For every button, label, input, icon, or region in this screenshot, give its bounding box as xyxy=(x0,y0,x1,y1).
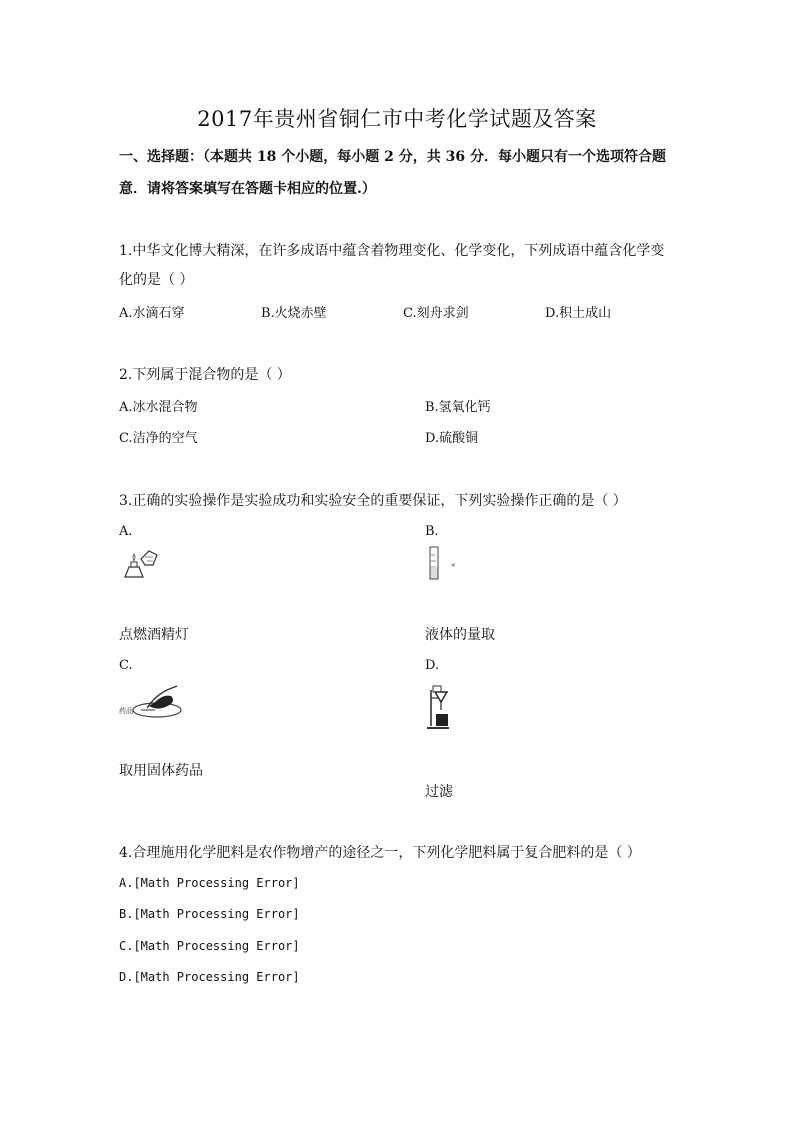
question-1-option-d: D.积土成山 xyxy=(545,306,612,321)
question-3-letter-c: C. xyxy=(119,658,133,673)
section-heading-line1: 一、选择题：（本题共 18 个小题，每小题 2 分，共 36 分．每小题只有一个选项符合题 xyxy=(119,149,666,165)
question-1-stem-line1: 1.中华文化博大精深，在许多成语中蕴含着物理变化、化学变化，下列成语中蕴含化学变 xyxy=(119,243,665,259)
question-2-option-a: A.冰水混合物 xyxy=(119,400,198,415)
question-2-option-d: D.硫酸铜 xyxy=(425,431,479,446)
question-2-stem: 2.下列属于混合物的是（ ） xyxy=(119,367,291,383)
question-3-letter-a: A. xyxy=(119,524,133,539)
figure-measuring-cylinder xyxy=(425,545,469,583)
page-title: 2017年贵州省铜仁市中考化学试题及答案 xyxy=(197,107,597,131)
question-4-option-c: C.[Math Processing Error] xyxy=(119,939,300,953)
question-2-option-c: C.洁净的空气 xyxy=(119,431,198,446)
figure-solid-reagent xyxy=(119,682,185,722)
question-1-option-c: C.刻舟求剑 xyxy=(403,306,469,321)
question-4-option-a: A.[Math Processing Error] xyxy=(119,876,300,890)
figure-c-label: 药品 xyxy=(119,707,133,715)
question-3-caption-d: 过滤 xyxy=(425,784,453,800)
question-1-option-b: B.火烧赤壁 xyxy=(261,306,327,321)
question-1-option-a: A.水滴石穿 xyxy=(119,306,185,321)
question-1-stem-line2: 化的是（ ） xyxy=(119,272,194,288)
question-2-option-b: B.氢氧化钙 xyxy=(425,400,491,415)
question-3-caption-b: 液体的量取 xyxy=(425,627,495,643)
figure-alcohol-lamp-lighting xyxy=(119,545,163,583)
question-3-letter-b: B. xyxy=(425,524,439,539)
question-3-caption-a: 点燃酒精灯 xyxy=(119,627,189,643)
question-4-stem: 4.合理施用化学肥料是农作物增产的途径之一，下列化学肥料属于复合肥料的是（ ） xyxy=(119,845,641,861)
question-3-stem: 3.正确的实验操作是实验成功和实验安全的重要保证，下列实验操作正确的是（ ） xyxy=(119,493,627,509)
question-3-letter-d: D. xyxy=(425,658,440,673)
question-4-option-b: B.[Math Processing Error] xyxy=(119,907,300,921)
section-heading-line2: 意．请将答案填写在答题卡相应的位置.） xyxy=(119,181,376,197)
question-4-option-d: D.[Math Processing Error] xyxy=(119,970,300,984)
question-3-caption-c: 取用固体药品 xyxy=(119,763,203,779)
figure-filtration xyxy=(425,684,455,730)
